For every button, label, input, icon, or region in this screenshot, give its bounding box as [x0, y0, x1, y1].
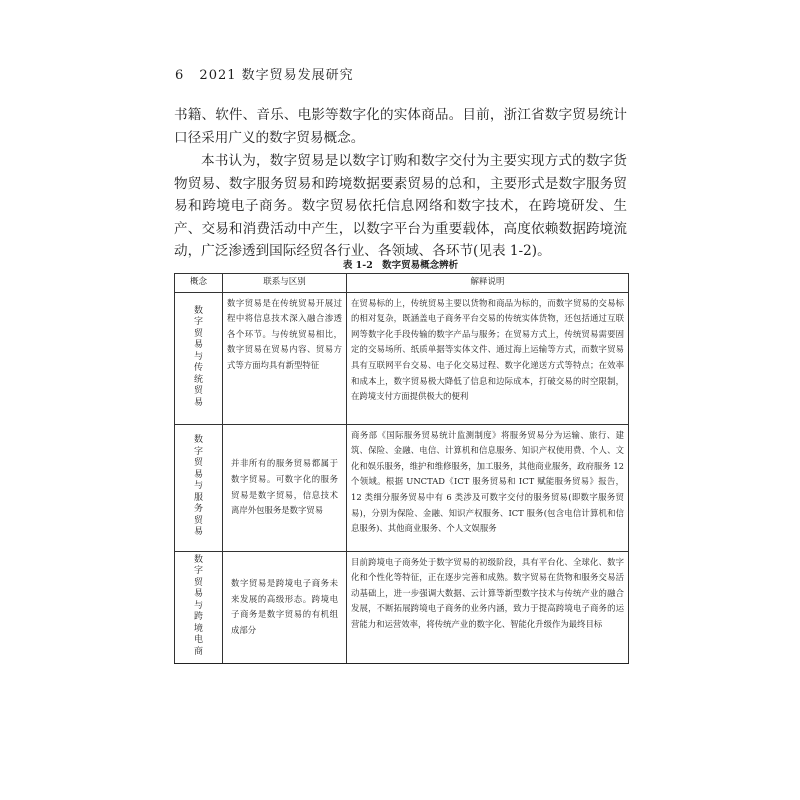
table-row — [175, 551, 629, 663]
explanation-cell: 目前跨境电子商务处于数字贸易的初级阶段，具有平台化、全球化、数字化和个性化等特征，正在逐步完善和成熟。数字贸易在货物和服务交易活动基础上，进一步强调大数据、云计算等新型数字技术与传统产业的融合发展，不断拓展跨境电子商务的业务内涵，致力于提高跨境电子商务的运营能力和运营效率，将传统产业的数字化、智能化升级作为最终目标 — [347, 551, 629, 663]
table-row — [175, 424, 629, 551]
table-row — [175, 292, 629, 424]
header-explanation: 解释说明 — [347, 274, 629, 293]
paragraph-1: 书籍、软件、音乐、电影等数字化的实体商品。目前，浙江省数字贸易统计口径采用广义的数字贸易概念。 — [174, 107, 627, 146]
table-caption-title: 数字贸易概念辨析 — [382, 260, 459, 271]
paragraph-2: 本书认为，数字贸易是以数字订购和数字交付为主要实现方式的数字货物贸易、数字服务贸易和跨境数据要素贸易的总和，主要形式是数字服务贸易和跨境电子商务。数字贸易依托信息网络和数字技术，在跨境研发、生产、交易和消费活动中产生，以数字平台为重要载体，高度依赖数据跨境流动，广泛渗透到国际经贸各行业、各领域、各环节(见表 1-2)。 — [174, 153, 627, 259]
concept-label: 数字贸易与跨境电商 — [193, 554, 203, 657]
relation-cell: 并非所有的服务贸易都属于数字贸易。可数字化的服务贸易是数字贸易，信息技术离岸外包服务是数字贸易 — [223, 424, 347, 551]
running-title: 2021 数字贸易发展研究 — [199, 68, 354, 83]
relation-cell: 数字贸易是在传统贸易开展过程中将信息技术深入融合渗透各个环节。与传统贸易相比，数字贸易在贸易内容、贸易方式等方面均具有新型特征 — [223, 292, 347, 424]
explanation-cell: 商务部《国际服务贸易统计监测制度》将服务贸易分为运输、旅行、建筑、保险、金融、电信、计算机和信息服务、知识产权使用费、个人、文化和娱乐服务，维护和维修服务，加工服务，其他商业服务，政府服务 12 个领域。根据 UNCTAD《ICT 服务贸易和 ICT 赋能服务贸易》报告，12 类细分服务贸易中有 6 类涉及可数字交付的服务贸易(即数字服务贸易)，分别为保险、金融、知识产权服务、ICT 服务(包含电信计算机和信息服务)、其他商业服务、个人文娱服务 — [347, 424, 629, 551]
concept-label: 数字贸易与传统贸易 — [193, 305, 203, 408]
explanation-cell: 在贸易标的上，传统贸易主要以货物和商品为标的，而数字贸易的交易标的相对复杂，既涵盖电子商务平台交易的传统实体货物，还包括通过互联网等数字化手段传输的数字产品与服务；在贸易方式上，传统贸易需要固定的交易场所、纸质单据等实体文件、通过海上运输等方式，而数字贸易具有互联网平台交易、电子化交易过程、数字化递送方式等特点；在效率和成本上，数字贸易极大降低了信息和边际成本，打破交易的时空限制，在跨境支付方面提供极大的便利 — [347, 292, 629, 424]
table-caption — [174, 257, 627, 271]
header-concept: 概念 — [175, 274, 223, 293]
table-caption-number: 表 1-2 — [342, 260, 373, 271]
concept-cell — [175, 551, 223, 663]
header-relation: 联系与区别 — [223, 274, 347, 293]
concept-table — [174, 273, 629, 664]
concept-cell — [175, 424, 223, 551]
running-header — [175, 64, 354, 83]
relation-cell: 数字贸易是跨境电子商务未来发展的高级形态。跨境电子商务是数字贸易的有机组成部分 — [223, 551, 347, 663]
page-number: 6 — [175, 68, 185, 83]
concept-label: 数字贸易与服务贸易 — [193, 435, 203, 538]
concept-cell — [175, 292, 223, 424]
table-header-row — [175, 274, 629, 293]
